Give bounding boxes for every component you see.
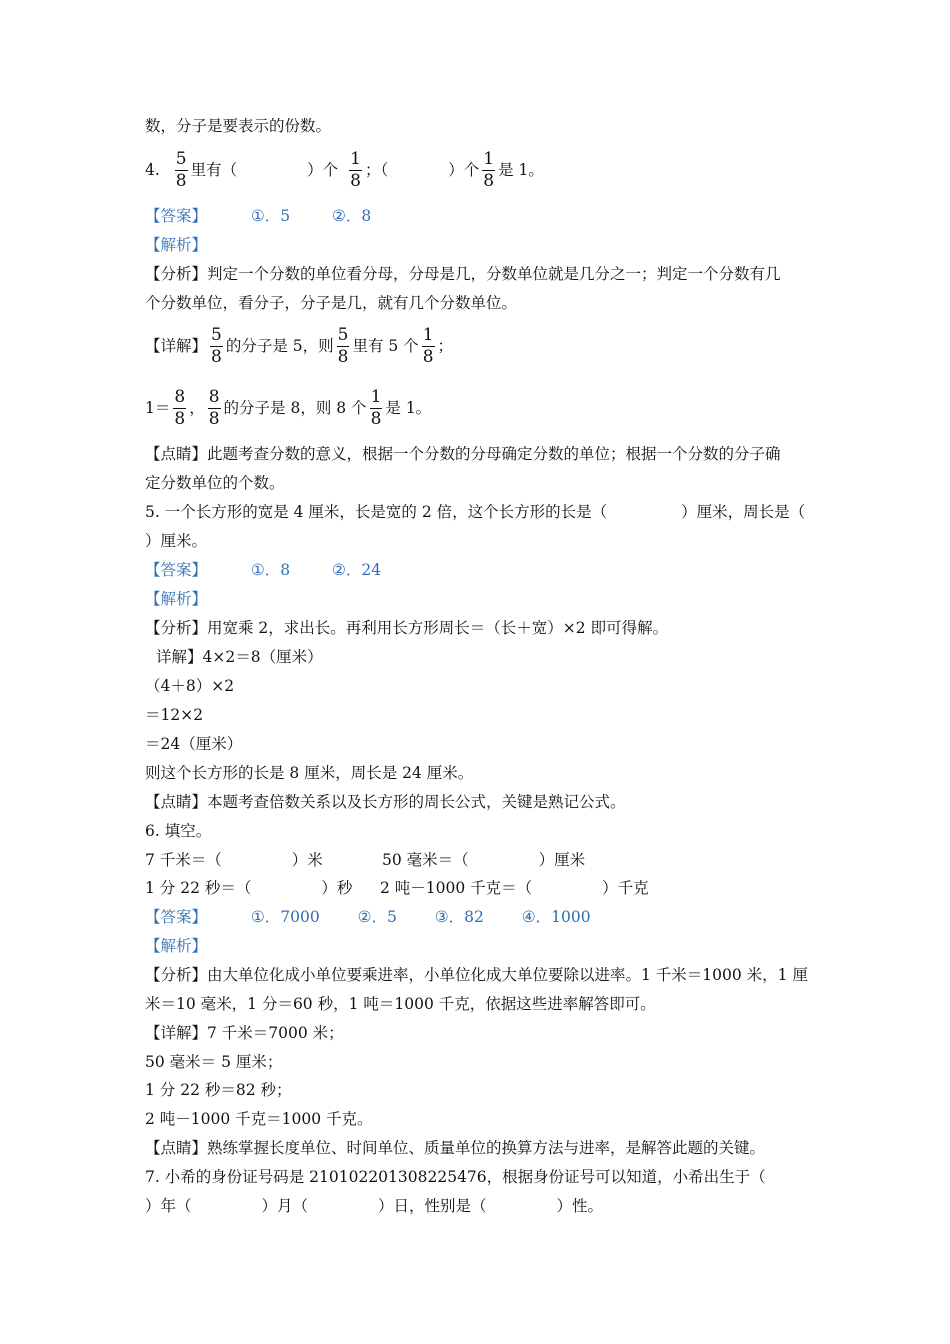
q5-answer	[145, 560, 381, 580]
answer-label: 【答案】	[145, 207, 208, 225]
q6-row-2	[145, 878, 352, 898]
q6-detail-1: 【详解】7 千米＝7000 米；	[145, 1024, 344, 1042]
q5-detail-2: （4＋8）×2	[145, 677, 235, 695]
answer-2: ②．8	[332, 207, 372, 225]
answer-label: 【答案】	[145, 561, 208, 579]
detail-text: 里有 5 个	[352, 337, 419, 355]
q5-detail-1: 详解】4×2＝8（厘米）	[156, 648, 323, 666]
detail-text: 的分子是 5，则	[225, 337, 334, 355]
q7-text: ）性。	[556, 1197, 604, 1215]
q4-text: ）个	[448, 161, 480, 179]
answer-3: ③．82	[434, 908, 484, 926]
q4-answer	[145, 206, 371, 226]
q4-text: 是 1。	[498, 161, 544, 179]
q6-detail-3: 1 分 22 秒＝82 秒；	[145, 1081, 292, 1099]
q6-dianjing: 【点睛】熟练掌握长度单位、时间单位、质量单位的换算方法与进率，是解答此题的关键。	[145, 1139, 766, 1157]
detail-text: 1＝	[145, 399, 171, 417]
question-7: 7. 小希的身份证号码是 210102201308225476，根据身份证号可以知道，小希出生于（	[145, 1168, 766, 1186]
q4-number: 4.	[145, 161, 160, 179]
q4-text: ）个	[307, 161, 339, 179]
q7-text: ）月（	[261, 1197, 309, 1215]
detail-label: 【详解】	[145, 337, 208, 355]
q4-text: 里有（	[190, 161, 238, 179]
q6-row-1	[145, 850, 323, 870]
detail-fraction: $\frac{5}{8}$	[337, 324, 349, 367]
detail-text: ；	[437, 337, 454, 355]
q6-text: ）厘米	[538, 851, 586, 869]
q6-text: 50 毫米＝（	[382, 851, 469, 869]
detail-fraction: $\frac{8}{8}$	[174, 386, 186, 429]
answer-1: ①．8	[250, 561, 291, 579]
q4-fenxi: 【分析】判定一个分数的单位看分母，分母是几，分数单位就是几分之一；判定一个分数有几	[145, 265, 781, 283]
q5-analysis-label: 【解析】	[145, 590, 208, 608]
detail-text: ，	[189, 399, 205, 417]
q6-text: 1 分 22 秒＝（	[145, 879, 252, 897]
q5-text: ）厘米，周长是（	[681, 503, 806, 521]
q5-detail-5: 则这个长方形的长是 8 厘米，周长是 24 厘米。	[145, 764, 474, 782]
q5-detail-3: ＝12×2	[145, 706, 204, 724]
detail-fraction: $\frac{1}{8}$	[422, 324, 434, 367]
answer-label: 【答案】	[145, 908, 208, 926]
q4-fraction-1-8: $\frac{1}{8}$	[350, 148, 361, 191]
q4-dianjing-2: 定分数单位的个数。	[145, 474, 285, 492]
q6-fenxi-2: 米＝10 毫米，1 分＝60 秒，1 吨＝1000 千克，依据这些进率解答即可。	[145, 995, 656, 1013]
answer-1: ①．7000	[250, 908, 320, 926]
answer-4: ④．1000	[521, 908, 591, 926]
q6-detail-4: 2 吨－1000 千克＝1000 千克。	[145, 1110, 373, 1128]
intro-line: 数，分子是要表示的份数。	[145, 117, 332, 135]
q6-fenxi: 【分析】由大单位化成小单位要乘进率，小单位化成大单位要除以进率。1 千米＝1000 米，1 厘	[145, 966, 808, 984]
q5-dianjing: 【点睛】本题考查倍数关系以及长方形的周长公式，关键是熟记公式。	[145, 793, 626, 811]
q7-text: ）日，性别是（	[378, 1197, 487, 1215]
q4-fraction-5-8: $\frac{5}{8}$	[175, 148, 187, 191]
q6-row-2b	[380, 878, 649, 898]
q6-detail-2: 50 毫米＝ 5 厘米；	[145, 1053, 283, 1071]
detail-fraction: $\frac{1}{8}$	[370, 386, 382, 429]
q4-analysis-label: 【解析】	[145, 236, 208, 254]
q6-text: ）秒	[321, 879, 353, 897]
answer-1: ①．5	[250, 207, 291, 225]
q5-text: 5. 一个长方形的宽是 4 厘米，长是宽的 2 倍，这个长方形的长是（	[145, 503, 608, 521]
detail-fraction: $\frac{8}{8}$	[208, 386, 220, 429]
q6-answer	[145, 907, 591, 927]
q6-text: 2 吨－1000 千克＝（	[380, 879, 533, 897]
question-5	[145, 502, 805, 522]
q4-detail	[145, 324, 453, 368]
q4-detail-line-2	[145, 386, 431, 430]
q5-detail-4: ＝24（厘米）	[145, 735, 243, 753]
detail-text: 的分子是 8，则 8 个	[223, 399, 367, 417]
q5-blank-2: ）厘米。	[145, 532, 208, 550]
question-7-line-2	[145, 1196, 603, 1216]
q6-analysis-label: 【解析】	[145, 937, 208, 955]
question-5-line-2	[145, 531, 207, 551]
detail-text: 是 1。	[385, 399, 432, 417]
q6-text: 7 千米＝（	[145, 851, 222, 869]
q6-text: ）千克	[602, 879, 649, 897]
q4-text: ；（	[364, 161, 389, 179]
q5-fenxi: 【分析】用宽乘 2，求出长。再利用长方形周长＝（长＋宽）×2 即可得解。	[145, 619, 669, 637]
detail-fraction: $\frac{5}{8}$	[211, 324, 222, 367]
q4-fenxi-2: 个分数单位，看分子，分子是几，就有几个分数单位。	[145, 294, 518, 312]
question-6: 6. 填空。	[145, 822, 212, 840]
q7-text: ）年（	[145, 1197, 192, 1215]
question-4	[145, 150, 544, 190]
q6-text: ）米	[291, 851, 323, 869]
answer-2: ②．5	[357, 908, 397, 926]
q6-row-1b	[382, 850, 585, 870]
answer-2: ②．24	[332, 561, 382, 579]
q4-dianjing: 【点睛】此题考查分数的意义，根据一个分数的分母确定分数的单位；根据一个分数的分子确	[145, 445, 781, 463]
q4-fraction-1-8: $\frac{1}{8}$	[483, 148, 495, 191]
